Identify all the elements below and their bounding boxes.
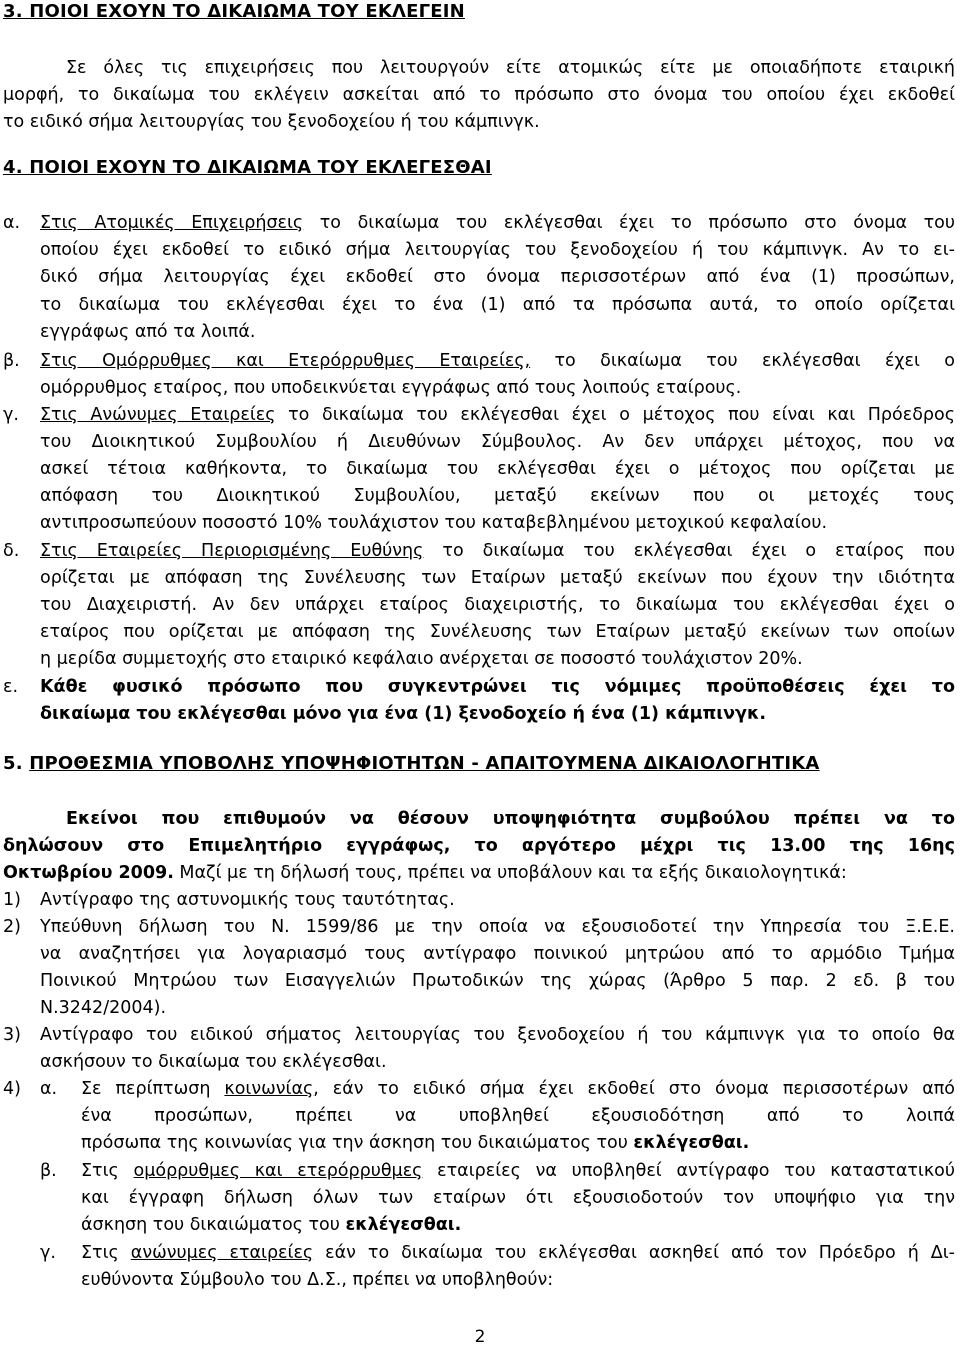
sub-item-label-c: γ. — [40, 1243, 56, 1263]
doc-item-number-3: 3) — [3, 1025, 21, 1045]
sub-item-c-line-1: Στις ανώνυμες εταιρείες εάν το δικαίωμα του εκλέγεσθαι ασκηθεί από τον Πρόεδρο ή Δι- — [81, 1243, 955, 1263]
item-label-c: γ. — [3, 405, 19, 425]
item-label-d: δ. — [3, 541, 20, 561]
sub-item-label-a: α. — [40, 1079, 58, 1099]
item-d-line-1: Στις Εταιρείες Περιορισμένης Ευθύνης το δικαίωμα του εκλέγεσθαι έχει ο εταίρος που — [40, 541, 955, 561]
item-a-line-1: Στις Ατομικές Επιχειρήσεις το δικαίωμα του εκλέγεσθαι έχει το πρόσωπο στο όνομα του — [40, 213, 956, 233]
doc-item-3-line-1: Αντίγραφο του ειδικού σήματος λειτουργίας του ξενοδοχείου ή του κάμπινγκ για το οποίο θα — [40, 1025, 955, 1045]
item-d-line-5: η μερίδα συμμετοχής στο εταιρικό κεφάλαιο ανέρχεται σε ποσοστό τουλάχιστον 20%. — [40, 649, 803, 669]
item-a-line-2: οποίου έχει εκδοθεί το ειδικό σήμα λειτουργίας του ξενοδοχείου ή του κάμπινγκ. Αν το ει- — [40, 240, 955, 260]
sub-item-a-line-2: ένα προσώπων, πρέπει να υποβληθεί εξουσιοδότηση από το λοιπά — [81, 1106, 955, 1126]
sub-item-b-line-3: άσκηση του δικαιώματος του εκλέγεσθαι. — [81, 1215, 462, 1235]
doc-item-3-line-2: ασκήσουν το δικαίωμα του εκλέγεσθαι. — [40, 1052, 387, 1072]
sub-item-b-line-1: Στις ομόρρυθμες και ετερόρρυθμες εταιρείες να υποβληθεί αντίγραφο του καταστατικού — [81, 1161, 955, 1181]
doc-item-1-line-1: Αντίγραφο της αστυνομικής τους ταυτότητας. — [40, 890, 455, 910]
page-number: 2 — [474, 1327, 486, 1347]
doc-item-2-line-2: να αναζητήσει για λογαριασμό τους αντίγραφο ποινικού μητρώου από το αρμόδιο Τμήμα — [40, 944, 955, 964]
section-3-heading: 3. ΠΟΙΟΙ ΕΧΟΥΝ ΤΟ ΔΙΚΑΙΩΜΑ ΤΟΥ ΕΚΛΕΓΕΙΝ — [3, 1, 465, 22]
section-5-heading: 5. ΠΡΟΘΕΣΜΙΑ ΥΠΟΒΟΛΗΣ ΥΠΟΨΗΦΙΟΤΗΤΩΝ - ΑΠΑΙΤΟΥΜΕΝΑ ΔΙΚΑΙΟΛΟΓΗΤΙΚΑ — [3, 753, 820, 774]
section-3-line-2: μορφή, το δικαίωμα του εκλέγειν ασκείται από το πρόσωπο στο όνομα του οποίου έχει εκδοθεί — [3, 85, 955, 105]
doc-item-2-line-4: Ν.3242/2004). — [40, 998, 167, 1018]
doc-item-number-4: 4) — [3, 1079, 21, 1099]
item-b-line-2: ομόρρυθμος εταίρος, που υποδεικνύεται εγγράφως από τους λοιπούς εταίρους. — [40, 378, 742, 398]
item-d-line-4: εταίρος που ορίζεται με απόφαση της Συνέλευσης των Εταίρων μεταξύ εκείνων των οποίων — [40, 622, 955, 642]
item-a-line-3: δικό σήμα λειτουργίας έχει εκδοθεί στο όνομα περισσοτέρων από ένα (1) προσώπων, — [40, 267, 955, 287]
sub-item-c-line-2: ευθύνοντα Σύμβουλο του Δ.Σ., πρέπει να υποβληθούν: — [81, 1270, 554, 1290]
item-c-line-1: Στις Ανώνυμες Εταιρείες το δικαίωμα του εκλέγεσθαι έχει ο μέτοχος που είναι και Πρόεδρος — [40, 405, 955, 425]
item-e-line-1: Κάθε φυσικό πρόσωπο που συγκεντρώνει τις νόμιμες προϋποθέσεις έχει το — [40, 677, 955, 697]
sub-item-a-line-3: πρόσωπα της κοινωνίας για την άσκηση του δικαιώματος του εκλέγεσθαι. — [81, 1133, 750, 1153]
doc-item-number-2: 2) — [3, 917, 21, 937]
item-d-underlined: Στις Εταιρείες Περιορισμένης Ευθύνης — [40, 541, 424, 561]
item-label-b: β. — [3, 351, 20, 371]
deadline-line-3: Οκτωβρίου 2009. Μαζί με τη δήλωσή τους, πρέπει να υποβάλουν και τα εξής δικαιολογητικά: — [3, 863, 847, 883]
item-d-line-2: ορίζεται με απόφαση της Συνέλευσης των Εταίρων μεταξύ εκείνων που έχουν την ιδιότητα — [40, 568, 955, 588]
doc-item-number-1: 1) — [3, 890, 21, 910]
item-c-underlined: Στις Ανώνυμες Εταιρείες — [40, 405, 276, 425]
item-b-line-1: Στις Ομόρρυθμες και Ετερόρρυθμες Εταιρείες, το δικαίωμα του εκλέγεσθαι έχει ο — [40, 351, 955, 371]
item-c-line-4: απόφαση του Διοικητικού Συμβουλίου, μεταξύ εκείνων που οι μετοχές τους — [40, 486, 955, 506]
sub-item-a-line-1: Σε περίπτωση κοινωνίας, εάν το ειδικό σήμα έχει εκδοθεί στο όνομα περισσοτέρων από — [81, 1079, 956, 1099]
item-c-line-2: του Διοικητικού Συμβουλίου ή Διευθύνων Σύμβουλος. Αν δεν υπάρχει μέτοχος, που να — [40, 432, 955, 452]
section-3-line-1: Σε όλες τις επιχειρήσεις που λειτουργούν είτε ατομικώς είτε με οποιαδήποτε εταιρική — [66, 58, 955, 78]
item-a-line-5: εγγράφως από τα λοιπά. — [40, 322, 256, 342]
sub-item-label-b: β. — [40, 1161, 57, 1181]
item-label-a: α. — [3, 213, 21, 233]
item-b-underlined: Στις Ομόρρυθμες και Ετερόρρυθμες Εταιρείες, — [40, 351, 531, 371]
deadline-line-2: δηλώσουν στο Επιμελητήριο εγγράφως, το αργότερο μέχρι τις 13.00 της 16ης — [3, 836, 955, 856]
item-c-line-5: αντιπροσωπεύουν ποσοστό 10% τουλάχιστον του καταβεβλημένου μετοχικού κεφαλαίου. — [40, 513, 828, 533]
section-3-line-3: το ειδικό σήμα λειτουργίας του ξενοδοχείου ή του κάμπινγκ. — [3, 112, 540, 132]
sub-item-b-line-2: και έγγραφη δήλωση όλων των εταίρων ότι εξουσιοδοτούν τον υποψήφιο για την — [81, 1188, 955, 1208]
item-d-line-3: του Διαχειριστή. Αν δεν υπάρχει εταίρος διαχειριστής, το δικαίωμα του εκλέγεσθαι έχει ο — [40, 595, 955, 615]
doc-item-2-line-1: Υπεύθυνη δήλωση του Ν. 1599/86 με την οποία να εξουσιοδοτεί την Υπηρεσία του Ξ.Ε.Ε. — [40, 917, 955, 937]
doc-item-2-line-3: Ποινικού Μητρώου των Εισαγγελιών Πρωτοδικών της χώρας (Άρθρο 5 παρ. 2 εδ. β του — [40, 971, 955, 991]
item-c-line-3: ασκεί τέτοια καθήκοντα, το δικαίωμα του εκλέγεσθαι έχει ο μέτοχος που ορίζεται με — [40, 459, 955, 479]
item-a-underlined: Στις Ατομικές Επιχειρήσεις — [40, 213, 304, 233]
deadline-line-1: Εκείνοι που επιθυμούν να θέσουν υποψηφιότητα συμβούλου πρέπει να το — [66, 809, 955, 829]
item-a-line-4: το δικαίωμα του εκλέγεσθαι έχει το ένα (1) από τα πρόσωπα αυτά, το οποίο ορίζεται — [40, 295, 955, 315]
item-label-e: ε. — [3, 677, 19, 697]
item-e-line-2: δικαίωμα του εκλέγεσθαι μόνο για ένα (1) ξενοδοχείο ή ένα (1) κάμπινγκ. — [40, 704, 767, 724]
section-4-heading: 4. ΠΟΙΟΙ ΕΧΟΥΝ ΤΟ ΔΙΚΑΙΩΜΑ ΤΟΥ ΕΚΛΕΓΕΣΘΑΙ — [3, 157, 492, 178]
